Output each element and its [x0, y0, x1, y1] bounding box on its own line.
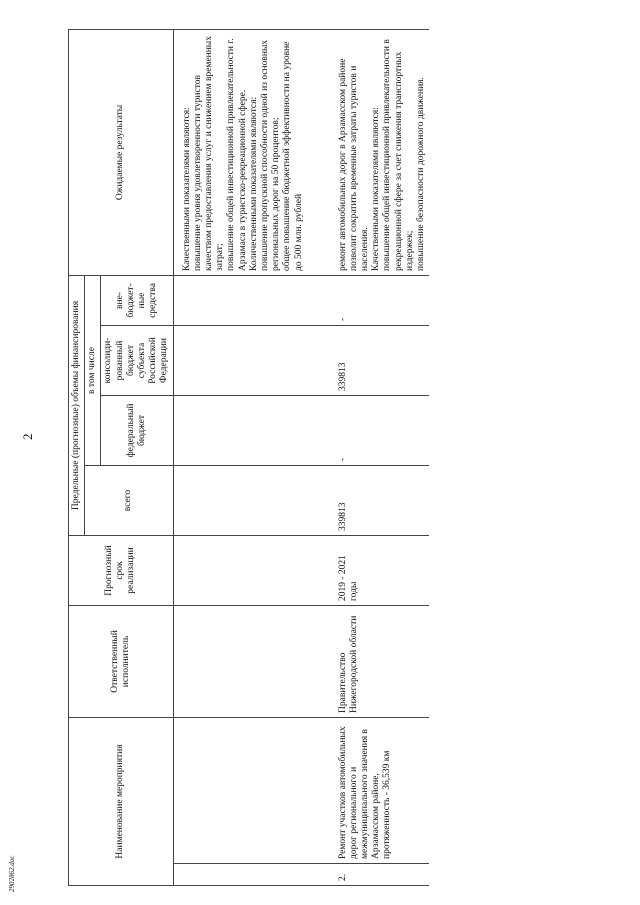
row-results: Качественными показателями являются: повышение уровня удовлетворенности туристов качеством предоставления услуг и снижением временных затрат; повышение общей инвестиционной привлекательности г. Арзамаса в туристско-рекреационной сфере. Количественными показателями являются: повышение пропускной способности одной из основных региональных дорог на 50 процентов; общее повышение бюджетной эффективности на уровне до 500 млн. рублей: [173, 30, 332, 276]
row-number: [173, 864, 332, 886]
header-executor: Ответственный исполнитель: [69, 606, 174, 718]
table-row: [173, 30, 332, 886]
document-id: 2902862.doc: [8, 855, 16, 892]
financing-table-rotated: [68, 30, 568, 886]
page-number: 2: [20, 433, 35, 440]
row-number: 2.: [332, 864, 430, 886]
row-total: 339813: [332, 466, 430, 536]
header-incl: в том числе: [85, 276, 101, 466]
row-offbudget: -: [332, 276, 430, 326]
row-federal: [173, 396, 332, 466]
row-offbudget: [173, 276, 332, 326]
row-consolidated: 339813: [332, 326, 430, 396]
header-results: Ожидаемые результаты: [69, 30, 174, 276]
row-term: 2019 - 2021 годы: [332, 536, 430, 606]
row-name: Ремонт участков автомобильных дорог регионального и межмуниципального значения в Арзамасском районе, протяженность - 36,539 км: [332, 718, 430, 864]
row-consolidated: [173, 326, 332, 396]
header-financing: Предельные (прогнозные) объемы финансирования: [69, 276, 85, 536]
header-total: всего: [85, 466, 173, 536]
financing-table: [68, 29, 429, 886]
header-offbudget: вне-бюджет-ные средства: [101, 276, 173, 326]
row-results: ремонт автомобильных дорог в Арзамасском районе позволит сократить временные затраты туристов и населения. Качественными показателями являются: повышение общей инвестиционной привлекательности в рекреационной сфере за счет снижения транспортных издержек; повышение безопасности дорожного движения.: [332, 30, 430, 276]
table-header: [69, 30, 174, 886]
table-row: [332, 30, 430, 886]
header-consolidated: консолиди-рованный бюджет субъекта Российской Федерации: [101, 326, 173, 396]
row-executor: [173, 606, 332, 718]
row-executor: Правительство Нижегородской области: [332, 606, 430, 718]
row-total: [173, 466, 332, 536]
row-federal: -: [332, 396, 430, 466]
header-name: Наименование мероприятия: [69, 718, 174, 886]
row-term: [173, 536, 332, 606]
row-name: [173, 718, 332, 864]
header-term: Прогнозный срок реализации: [69, 536, 174, 606]
header-federal: федеральный бюджет: [101, 396, 173, 466]
